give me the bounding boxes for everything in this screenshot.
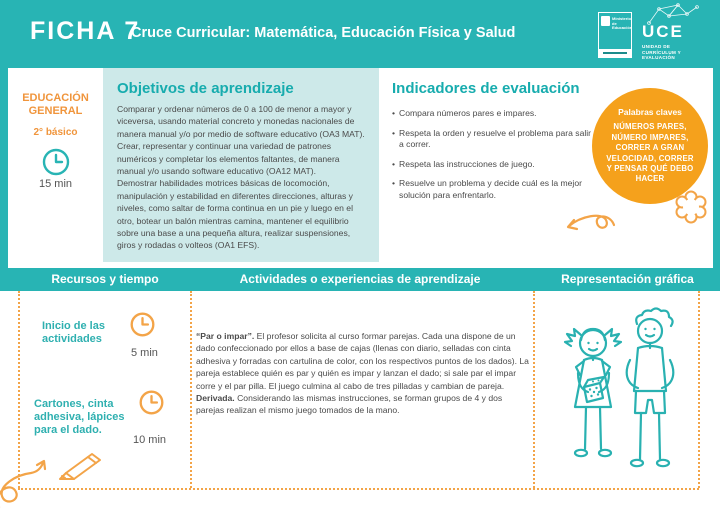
indicadores-panel — [392, 80, 592, 209]
indicador-item: • Respeta las instrucciones de juego. — [392, 158, 535, 169]
indicadores-title: Indicadores de evaluación — [392, 80, 580, 97]
bullet: • — [392, 178, 396, 188]
right-page-edge — [713, 68, 720, 268]
clock-icon — [41, 147, 71, 177]
actividades-text — [196, 330, 529, 417]
bullet: • — [392, 108, 396, 118]
bullet: • — [392, 127, 396, 138]
total-duration: 15 min — [38, 178, 73, 190]
dotted-divider — [190, 291, 192, 488]
actividad-principal: “Par o impar”. El profesor solicita al curso formar parejas. Cada una dispone de un dado confeccionado por ellos a base de cajas (llenas con diario, selladas con cinta adhesiva y forradas con cartulina de color, con los respectivos puntos de los dados). La pareja establece quién es par y quién es impar y lanzan el dado; si sale par el impar corre y el par pilla. El juego culmina al cabo de tres pilladas y cambian de pareja. — [196, 331, 529, 391]
curl-arrow-doodle-icon — [556, 209, 620, 241]
uce-subtitle: UNIDAD DE CURRÍCULUM Y EVALUACIÓN — [642, 44, 681, 61]
objetivo-paragraph: Demostrar habilidades motrices básicas de locomoción, manipulación y estabilidad en diferentes direcciones, alturas y niveles, como saltar de forma continua en un pie y luego en el otro, botear un balón mientras camina, mantener el equilibrio sobre una base a una pequeña altura, realizar suspensiones, giros y rodadas o volteos (OA1 EFS). — [117, 178, 353, 251]
recurso-label: Inicio de las actividades — [42, 320, 105, 345]
clock-icon — [138, 389, 165, 416]
ficha-number: FICHA 7 — [30, 17, 141, 45]
dotted-divider — [533, 291, 535, 488]
left-page-edge — [0, 68, 8, 268]
actividad-derivada: Derivada. Considerando las mismas instrucciones, se forman grupos de 4 y dos parejas realizan el mismo juego tomados de la mano. — [196, 393, 503, 416]
indicador-item: • Compara números pares e impares. — [392, 108, 537, 118]
dotted-divider — [698, 291, 700, 488]
indicador-item: • Resuelve un problema y decide cuál es la mejor solución para enfrentarlo. — [392, 178, 582, 200]
flower-doodle-icon — [674, 190, 708, 224]
objetivos-panel — [103, 68, 379, 262]
bullet: • — [392, 158, 396, 169]
indicador-item: • Respeta la orden y resuelve el problema para salir a correr. — [392, 127, 592, 149]
recurso-time: 10 min — [133, 434, 167, 446]
uce-acronym: UCE — [642, 22, 684, 41]
ministerio-emblem-icon — [601, 16, 610, 26]
keywords-badge — [592, 88, 708, 204]
recurso-time: 5 min — [131, 347, 158, 359]
uce-logo — [642, 22, 702, 61]
column-header-actividades: Actividades o experiencias de aprendizaje — [239, 272, 481, 286]
column-header-recursos: Recursos y tiempo — [51, 272, 159, 286]
table-header-band — [0, 268, 720, 291]
objetivo-paragraph: Comparar y ordenar números de 0 a 100 de menor a mayor y viceversa, usando material concreto y monedas nacionales de manera manual y/o por medio de software educativo (OA3 MAT). — [117, 104, 365, 139]
column-header-representacion: Representación gráfica — [561, 272, 694, 286]
header-band — [0, 0, 720, 68]
grade-label: 2° básico — [33, 127, 78, 138]
ministerio-strip — [599, 49, 631, 57]
program-label: EDUCACIÓN GENERAL — [22, 92, 89, 117]
objetivo-paragraph: Crear, representar y continuar una variedad de patrones numéricos y completar los elementos faltantes, de manera manual y/o usando software educativo (OA12 MAT). — [117, 141, 340, 177]
objetivos-title: Objetivos de aprendizaje — [117, 80, 294, 97]
clock-icon — [129, 311, 156, 338]
ministerio-label: Ministerio de Educación — [612, 16, 633, 31]
keywords-text: NÚMEROS PARES, NÚMERO IMPARES, CORRER A GRAN VELOCIDAD, CORRER Y PENSAR QUÉ DEBO HACER — [606, 122, 694, 184]
swirl-arrow-doodle-icon — [0, 451, 71, 509]
document-subtitle: Cruce Curricular: Matemática, Educación Física y Salud — [131, 25, 516, 41]
recurso-label: Cartones, cinta adhesiva, lápices para el dado. — [34, 398, 125, 436]
children-with-dice-illustration — [548, 303, 698, 485]
ministerio-logo — [598, 12, 632, 58]
dotted-divider-bottom — [18, 488, 699, 490]
meta-sidebar — [8, 68, 103, 262]
keywords-title: Palabras claves — [618, 107, 682, 118]
